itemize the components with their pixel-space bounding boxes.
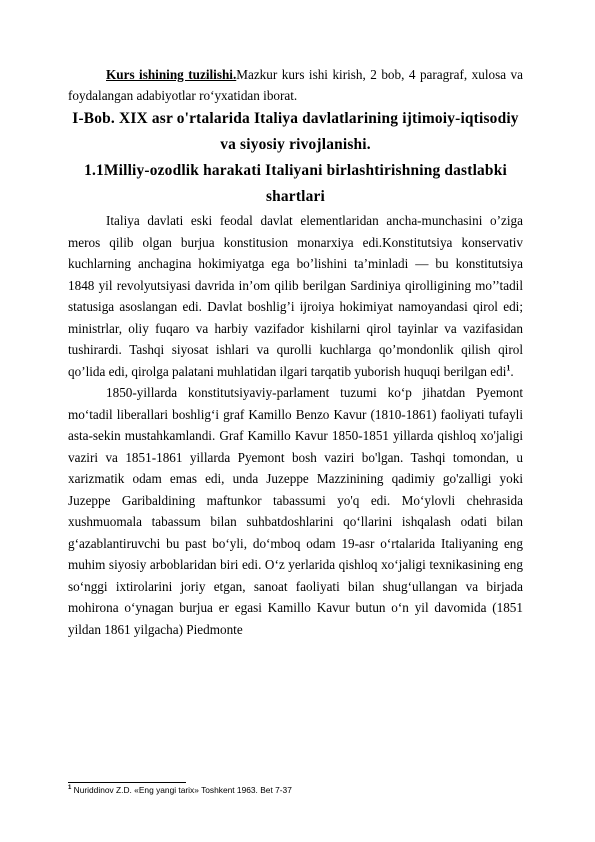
footnote-number: 1	[68, 785, 72, 792]
paragraph1-text: Italiya davlati eski feodal davlat elementlaridan ancha-munchasini o’ziga meros qilib olgan burjua konstitusion monarxiya edi.Konstitutsiya konservativ kuchlarning anchagina hokimiyatga ega bo’lishini ta’minladi — bu konstitutsiya 1848 yil revolyutsiyasi davrida in’om qilib berilgan Sardiniya qirolligining mo’’tadil statusiga asoslangan edi. Davlat boshlig’i ijroiya hokimiyat namoyandasi qirol edi; ministrlar, oliy fuqaro va harbiy vazifador kishilarni qirol tayinlar va vazifasidan tushirardi. Tashqi siyosat ishlari va qurolli kuchlarga qo’mondonlik qilish qirol qo’lida edi, qirolga palatani muhlatidan ilgari tarqatib yuborish huquqi berilgan edi	[68, 213, 523, 379]
body-paragraph-1	[68, 210, 523, 382]
document-page	[68, 64, 523, 640]
footnote-divider	[68, 782, 186, 783]
footnote	[68, 785, 292, 796]
body-paragraph-2	[68, 382, 523, 640]
chapter-title: I-Bob. XIX asr o'rtalarida Italiya davlatlarining ijtimoiy-iqtisodiy va siyosiy rivojlanishi.	[72, 110, 519, 153]
intro-text: Mazkur kurs ishi kirish, 2 bob, 4 paragraf, xulosa va foydalangan adabiyotlar ro‘yxatidan iborat.	[68, 67, 523, 103]
intro-lead: Kurs ishining tuzilishi.	[106, 67, 237, 82]
paragraph1-end: .	[510, 363, 514, 379]
section-title: 1.1Milliy-ozodlik harakati Italiyani birlashtirishning dastlabki shartlari	[84, 162, 507, 205]
intro-paragraph	[68, 64, 523, 106]
footnote-reference[interactable]: 1	[506, 363, 511, 373]
paragraph2-text: 1850-yillarda konstitutsiyaviy-parlament tuzumi ko‘p jihatdan Pyemont mo‘tadil liberallari boshlig‘i graf Kamillo Benzo Kavur (1810-1861) faoliyati tufayli asta-sekin mustahkamlandi. Graf Kamillo Kavur 1850-1851 yillarda qishloq xo'jaligi vaziri va 1851-1861 yillarda Pyemont bosh vaziri bo'lgan. Tashqi tomondan, u xarizmatik odam emas edi, unda Juzeppe Mazzinining qadimiy go'zalligi yoki Juzeppe Garibaldining maftunkor tabassumi yo'q edi. Mo‘ylovli chehrasida xushmuomala tabassum bilan suhbatdoshlarini qo‘llarini ishqalash odati bilan g‘azablantiruvchi bu past bo‘yli, do‘mboq odam 19-asr o‘rtalarida Italiyaning eng muhim siyosiy arboblaridan biri edi. O‘z yerlarida qishloq xo‘jaligi texnikasining eng so‘nggi ixtirolarini joriy etgan, sanoat faoliyati bilan shug‘ullangan va birjada mohirona o‘ynagan burjua er egasi Kamillo Kavur butun o‘n yil davomida (1851 yildan 1861 yilgacha) Piedmonte	[68, 385, 523, 637]
footnote-text: Nuriddinov Z.D. «Eng yangi tarix» Toshkent 1963. Bet 7-37	[71, 785, 292, 795]
